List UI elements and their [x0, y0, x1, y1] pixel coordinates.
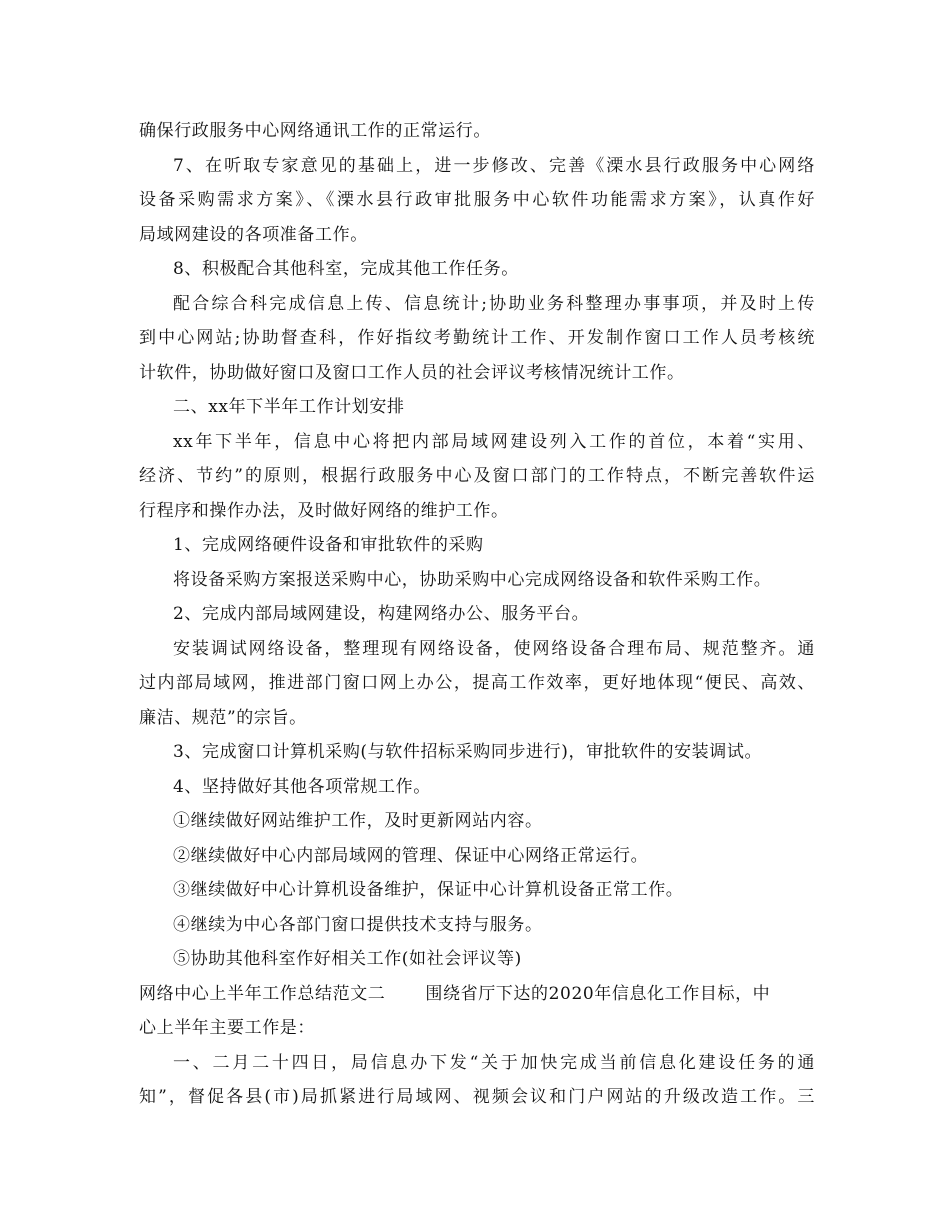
text-line: ④继续为中心各部门窗口提供技术支持与服务。	[173, 914, 543, 935]
section-title-line	[139, 977, 815, 1012]
text-line: 到中心网站;协助督查科，作好指纹考勤统计工作、开发制作窗口工作人员考核统	[139, 328, 815, 348]
section-heading: 网络中心上半年工作总结范文二	[139, 983, 386, 1004]
text-line: 心上半年主要工作是：	[139, 1018, 315, 1038]
text-line: xx年下半年，信息中心将把内部局域网建设列入工作的首位，本着“实用、	[173, 431, 815, 452]
text-line: 配合综合科完成信息上传、信息统计;协助业务科整理办事事项，并及时上传	[173, 293, 815, 314]
text-line: 知”，督促各县(市)局抓紧进行局域网、视频会议和门户网站的升级改造工作。三	[139, 1087, 815, 1107]
text-line: 计软件，协助做好窗口及窗口工作人员的社会评议考核情况统计工作。	[139, 362, 685, 383]
text-line: ①继续做好网站维护工作，及时更新网站内容。	[173, 811, 543, 831]
text-line: 将设备采购方案报送采购中心，协助采购中心完成网络设备和软件采购工作。	[173, 569, 772, 590]
text-line: ②继续做好中心内部局域网的管理、保证中心网络正常运行。	[173, 845, 649, 866]
section-intro-text: 围绕省厅下达的2020年信息化工作目标，中	[425, 983, 771, 1004]
text-line: 廉洁、规范”的宗旨。	[139, 707, 307, 728]
text-line: 局域网建设的各项准备工作。	[139, 224, 368, 245]
text-line: 8、积极配合其他科室，完成其他工作任务。	[173, 259, 519, 279]
text-line: 设备采购需求方案》、《溧水县行政审批服务中心软件功能需求方案》，认真作好	[139, 190, 815, 210]
text-line: 确保行政服务中心网络通讯工作的正常运行。	[139, 121, 491, 141]
text-line: 1、完成网络硬件设备和审批软件的采购	[173, 535, 484, 555]
text-line: 3、完成窗口计算机采购(与软件招标采购同步进行)，审批软件的安装调试。	[173, 742, 763, 762]
text-line: ③继续做好中心计算机设备维护，保证中心计算机设备正常工作。	[173, 880, 684, 900]
text-line: 行程序和操作办法，及时做好网络的维护工作。	[139, 500, 509, 521]
document-body	[139, 114, 815, 1115]
text-line: 安装调试网络设备，整理现有网络设备，使网络设备合理布局、规范整齐。通	[173, 638, 815, 659]
paragraph-lines	[139, 114, 815, 977]
text-line: 2、完成内部局域网建设，构建网络办公、服务平台。	[173, 604, 590, 624]
tail-lines	[139, 1011, 815, 1115]
text-line: 一、二月二十四日，局信息办下发“关于加快完成当前信息化建设任务的通	[173, 1052, 815, 1073]
text-line: 7、在听取专家意见的基础上，进一步修改、完善《溧水县行政服务中心网络	[173, 155, 815, 176]
text-line: ⑤协助其他科室作好相关工作(如社会评议等)	[173, 949, 522, 969]
text-line: 4、坚持做好其他各项常规工作。	[173, 776, 431, 797]
text-line: 过内部局域网，推进部门窗口网上办公，提高工作效率，更好地体现“便民、高效、	[139, 673, 815, 693]
text-line: 经济、节约”的原则，根据行政服务中心及窗口部门的工作特点，不断完善软件运	[139, 466, 815, 486]
text-line: 二、xx年下半年工作计划安排	[173, 397, 405, 417]
